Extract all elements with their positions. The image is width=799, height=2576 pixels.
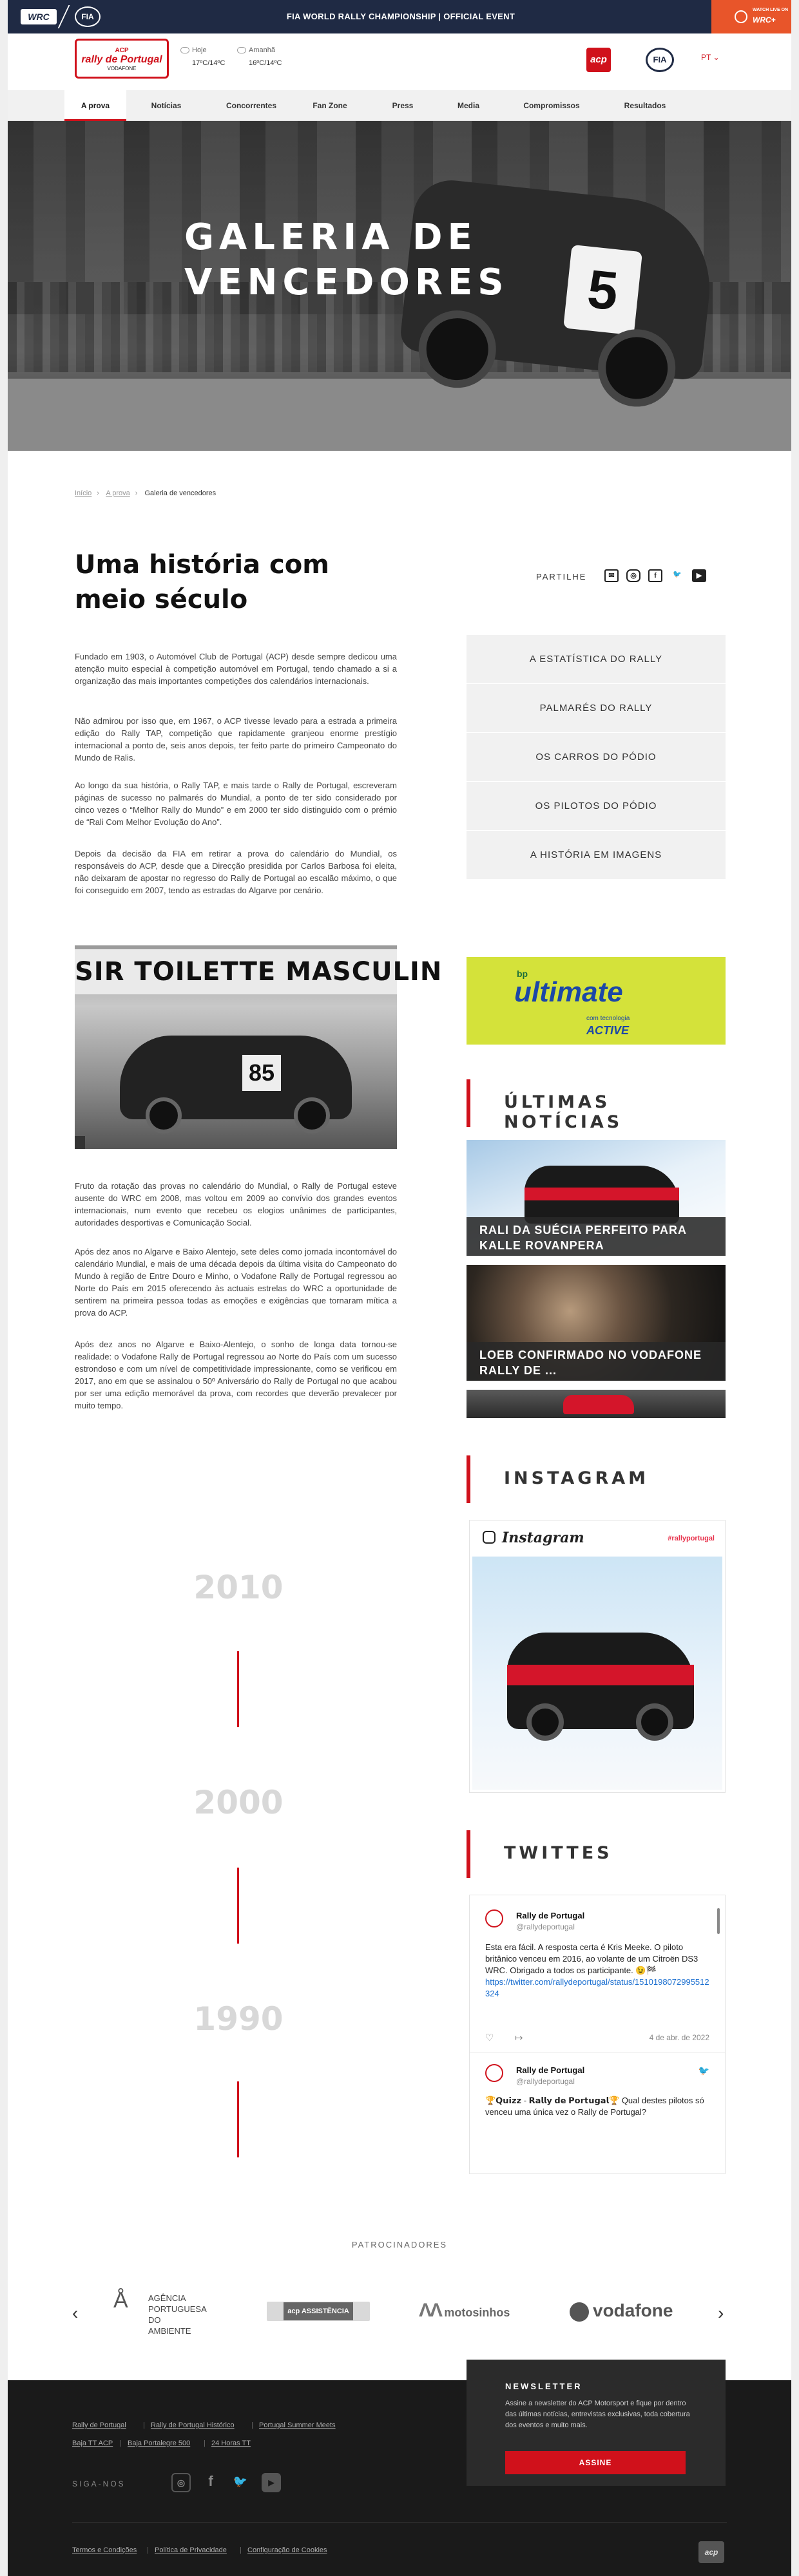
nav-item-noticias[interactable]: Notícias bbox=[151, 101, 182, 110]
footer-separator: | bbox=[120, 2439, 122, 2447]
footer-separator: | bbox=[147, 2546, 149, 2554]
side-menu-item-historia[interactable]: A HISTÓRIA EM IMAGENS bbox=[467, 831, 726, 880]
weather-today-temp: 17ºC/14ºC bbox=[192, 59, 226, 67]
nav-item-concorrentes[interactable]: Concorrentes bbox=[226, 101, 277, 110]
sponsor-vodafone[interactable] bbox=[570, 2293, 686, 2329]
bp-ultimate-ad[interactable] bbox=[467, 957, 726, 1045]
article-paragraph: Fundado em 1903, o Automóvel Club de Portugal (ACP) desde sempre dedicou uma atenção muito especial à competição automóvel em Portugal, tendo chamado a si a organização das mais importantes competições dos calendários internacionais. bbox=[75, 652, 397, 686]
sponsor-acp-assistencia[interactable] bbox=[267, 2302, 370, 2321]
watch-live-button[interactable] bbox=[711, 0, 791, 33]
photo-car bbox=[120, 1036, 352, 1119]
hero-ground bbox=[8, 379, 791, 451]
breadcrumb-separator-icon: › bbox=[97, 489, 99, 497]
news-title: RALI DA SUÉCIA PERFEITO PARA KALLE ROVANPERA bbox=[467, 1217, 726, 1256]
acp-logo[interactable]: acp bbox=[586, 48, 611, 72]
timeline-year[interactable]: 1990 bbox=[193, 2000, 284, 2038]
tweet-handle[interactable]: @rallydeportugal bbox=[516, 1922, 575, 1931]
news-card[interactable] bbox=[467, 1140, 726, 1256]
news-card[interactable] bbox=[467, 1265, 726, 1381]
logo-rally-text: rally de Portugal bbox=[81, 54, 162, 65]
fia-logo[interactable]: FIA bbox=[75, 6, 101, 27]
sponsor-matosinhos[interactable] bbox=[419, 2293, 527, 2329]
footer-legal-link[interactable]: Configuração de Cookies bbox=[247, 2546, 327, 2554]
sponsor-vodafone-text: vodafone bbox=[593, 2300, 673, 2320]
weather-today bbox=[180, 46, 225, 67]
newsletter-title: NEWSLETTER bbox=[505, 2382, 582, 2391]
footer-separator: | bbox=[251, 2421, 253, 2429]
breadcrumb-parent[interactable]: A prova bbox=[106, 489, 130, 497]
instagram-icon bbox=[483, 1531, 496, 1544]
sponsor-apa-text: AGÊNCIA PORTUGUESA DO AMBIENTE bbox=[148, 2293, 207, 2336]
instagram-heading-text: INSTAGRAM bbox=[504, 1468, 650, 1488]
ad-product: ultimate bbox=[514, 976, 623, 1008]
tweet-text bbox=[485, 1942, 711, 2000]
logo-vodafone-text: VODAFONE bbox=[107, 66, 137, 71]
news-image bbox=[467, 1390, 726, 1418]
article-paragraph: Depois da decisão da FIA em retirar a prova do calendário do Mundial, os responsáveis do ACP, desde que a Direcção presidida por Carlos Barbosa foi eleita, não deixaram de apostar no regresso do Rally de Portugal ao escalão máximo, o que foi conseguido em 2007, tendo as estradas do Algarve por cenário. bbox=[75, 849, 397, 895]
photo-car-wheel bbox=[146, 1097, 182, 1133]
ad-brand: bp bbox=[517, 969, 528, 979]
article-photo[interactable] bbox=[75, 945, 443, 1149]
tweet-link[interactable]: https://twitter.com/rallydeportugal/status/1510198072995512324 bbox=[485, 1977, 709, 1998]
tweet-date[interactable]: 4 de abr. de 2022 bbox=[649, 2033, 709, 2042]
news-title: LOEB CONFIRMADO NO VODAFONE RALLY DE ... bbox=[467, 1342, 726, 1381]
share-label: PARTILHE bbox=[536, 572, 587, 582]
photo-badge-icon bbox=[75, 1136, 85, 1149]
article-paragraph: Fruto da rotação das provas no calendário do Mundial, o Rally de Portugal esteve ausente do WRC em 2008, mas voltou em 2009 ao convívio dos grandes eventos internacionais, num evento que recebeu os elogios unânimes de participantes, autoridades desportivas e Comunicação Social. bbox=[75, 1181, 397, 1227]
envelope-icon[interactable]: ✉ bbox=[604, 569, 619, 582]
watch-live-label: WATCH LIVE ON bbox=[753, 8, 789, 12]
news-card[interactable] bbox=[467, 1390, 726, 1418]
twitter-heading bbox=[467, 1830, 726, 1878]
vodafone-logo-icon bbox=[570, 2302, 589, 2322]
tweet-handle[interactable]: @rallydeportugal bbox=[516, 2077, 575, 2086]
timeline-line bbox=[237, 1868, 239, 1944]
tweet-body: Esta era fácil. A resposta certa é Kris Meeke. O piloto britânico venceu em 2016, ao volante de um Citroën DS3 WRC. Obrigado a todos os participante. 😉🏁 bbox=[485, 1942, 698, 1975]
footer-link[interactable]: Rally de Portugal Histórico bbox=[151, 2421, 235, 2429]
instagram-wordmark: Instagram bbox=[502, 1530, 584, 1546]
newsletter-box bbox=[467, 2360, 726, 2486]
photo-sign: SIR TOILETTE MASCULIN bbox=[75, 949, 397, 994]
twitter-icon[interactable]: 🐦 bbox=[233, 2475, 248, 2488]
timeline-line bbox=[237, 2081, 239, 2157]
logo-divider bbox=[58, 5, 70, 28]
rally-portugal-logo[interactable] bbox=[75, 39, 169, 79]
cloud-icon bbox=[237, 47, 246, 53]
footer-divider bbox=[72, 2522, 727, 2523]
avatar[interactable] bbox=[485, 2064, 503, 2082]
footer-acp-logo[interactable]: acp bbox=[698, 2541, 724, 2563]
weather-tomorrow-temp: 16ºC/14ºC bbox=[249, 59, 282, 67]
wrc-plus-label: WRC+ bbox=[753, 15, 776, 24]
follow-label: SIGA-NOS bbox=[72, 2479, 126, 2488]
ad-tagline: com tecnologia bbox=[586, 1015, 630, 1022]
nav-item-fan-zone[interactable]: Fan Zone bbox=[313, 101, 347, 110]
page bbox=[8, 0, 791, 2576]
apa-logo-icon: Å bbox=[113, 2288, 128, 2313]
photo-car-number: 85 bbox=[242, 1055, 281, 1091]
instagram-icon[interactable]: ◎ bbox=[626, 569, 640, 582]
chevron-left-icon[interactable]: ‹ bbox=[72, 2303, 79, 2323]
article-paragraph: Não admirou por isso que, em 1967, o ACP tivesse levado para a estrada a primeira edição do Rally TAP, competição que rapidamente granjeou enorme prestígio internacional a ponto de, seis anos depois, ter feito parte do primeiro Campeonato do Mundo de Ralis. bbox=[75, 716, 397, 762]
share-icon[interactable]: ↦ bbox=[515, 2032, 523, 2043]
footer-link[interactable]: Rally de Portugal bbox=[72, 2421, 126, 2429]
breadcrumb-current: Galeria de vencedores bbox=[144, 489, 217, 497]
top-bar bbox=[8, 0, 791, 33]
hero-car-number: 5 bbox=[563, 245, 642, 336]
hero-title-line2: VENCEDORES bbox=[184, 261, 509, 303]
footer-link[interactable]: Baja TT ACP bbox=[72, 2439, 113, 2447]
nav-item-media[interactable]: Media bbox=[457, 101, 479, 110]
newsletter-subscribe-button[interactable]: ASSINE bbox=[505, 2451, 686, 2474]
chevron-right-icon[interactable]: › bbox=[718, 2303, 724, 2323]
nav-item-compromissos[interactable]: Compromissos bbox=[523, 101, 580, 110]
footer-legal-link[interactable]: Política de Privacidade bbox=[155, 2546, 227, 2554]
instagram-photo[interactable] bbox=[472, 1557, 722, 1790]
hero-title bbox=[184, 215, 509, 305]
side-menu-item-estatistica[interactable]: A ESTATÍSTICA DO RALLY bbox=[467, 635, 726, 684]
sponsor-matosinhos-text: motosinhos bbox=[444, 2306, 510, 2319]
instagram-hashtag[interactable]: #rallyportugal bbox=[668, 1535, 715, 1542]
nav-item-resultados[interactable]: Resultados bbox=[624, 101, 666, 110]
page-title: Uma história com meio século bbox=[75, 550, 329, 614]
footer-link[interactable]: Portugal Summer Meets bbox=[259, 2421, 336, 2429]
avatar[interactable] bbox=[485, 1909, 503, 1927]
news-heading bbox=[467, 1079, 726, 1132]
sponsors-title: PATROCINADORES bbox=[351, 2240, 448, 2249]
photo-car-wheel bbox=[294, 1097, 330, 1133]
tweet-author[interactable]: Rally de Portugal bbox=[516, 1911, 585, 1920]
breadcrumb-separator-icon: › bbox=[135, 489, 138, 497]
twitter-scrollbar[interactable] bbox=[717, 1908, 720, 1934]
twitter-icon[interactable]: 🐦 bbox=[673, 571, 682, 578]
footer-separator: | bbox=[143, 2421, 145, 2429]
heart-icon[interactable]: ♡ bbox=[485, 2032, 494, 2043]
footer-separator: | bbox=[240, 2546, 242, 2554]
side-menu-item-carros[interactable]: OS CARROS DO PÓDIO bbox=[467, 733, 726, 782]
instagram-heading bbox=[467, 1455, 726, 1503]
nav-item-a-prova[interactable]: A prova bbox=[64, 90, 126, 121]
matosinhos-logo-icon: ΛΛ bbox=[419, 2300, 445, 2321]
facebook-icon[interactable]: f bbox=[208, 2473, 213, 2489]
ad-tech: ACTIVE bbox=[586, 1024, 630, 1037]
sponsor-acp-text: acp ASSISTÊNCIA bbox=[284, 2302, 353, 2320]
article-paragraph: Ao longo da sua história, o Rally TAP, e mais tarde o Rally de Portugal, escreveram páginas de sucesso no palmarés do Mundial, a ponto de ter sido considerado por cinco vezes o “Melhor Rally do Mundo” e em 2000 ter sido distinguido com o prémio de “Rali Com Melhor Evolução do Ano”. bbox=[75, 781, 397, 827]
twitter-widget bbox=[469, 1895, 726, 2174]
timeline-year[interactable]: 2010 bbox=[193, 1569, 284, 1606]
weather-tomorrow bbox=[237, 46, 282, 67]
play-icon bbox=[735, 10, 747, 23]
youtube-icon[interactable]: ▶ bbox=[262, 2473, 281, 2492]
wrc-logo[interactable]: WRC bbox=[21, 9, 57, 24]
timeline-year[interactable]: 2000 bbox=[193, 1784, 284, 1821]
nav-item-press[interactable]: Press bbox=[392, 101, 414, 110]
instagram-car bbox=[507, 1633, 694, 1729]
breadcrumb-home[interactable]: Início bbox=[75, 489, 92, 497]
breadcrumb bbox=[75, 489, 221, 497]
tweet-author[interactable]: Rally de Portugal bbox=[516, 2065, 585, 2075]
tweet-divider bbox=[470, 2052, 726, 2053]
sponsor-apa[interactable] bbox=[113, 2288, 207, 2336]
news-heading-text: ÚLTIMAS NOTÍCIAS bbox=[504, 1092, 623, 1132]
tweet-text: 🏆𝗤𝘂𝗶𝘇𝘇 - 𝗥𝗮𝗹𝗹𝘆 𝗱𝗲 𝗣𝗼𝗿𝘁𝘂𝗴𝗮𝗹🏆 Qual destes pilotos só venceu uma única vez o Rally de Portugal? bbox=[485, 2096, 704, 2117]
logo-acp-text: ACP bbox=[115, 47, 129, 54]
side-menu bbox=[467, 635, 726, 880]
side-menu-item-pilotos[interactable]: OS PILOTOS DO PÓDIO bbox=[467, 782, 726, 831]
weather-tomorrow-label: Amanhã bbox=[249, 46, 275, 54]
instagram-widget[interactable] bbox=[469, 1520, 726, 1793]
newsletter-text: Assine a newsletter do ACP Motorsport e fique por dentro das últimas notícias, entrevistas exclusivas, toda cobertura dos eventos e muito mais. bbox=[505, 2400, 690, 2429]
footer-separator: | bbox=[204, 2439, 206, 2447]
news-car bbox=[525, 1166, 679, 1224]
fia-header-logo[interactable]: FIA bbox=[646, 48, 674, 72]
footer-link[interactable]: Baja Portalegre 500 bbox=[128, 2439, 191, 2447]
weather-today-label: Hoje bbox=[192, 46, 207, 54]
youtube-icon[interactable]: ▶ bbox=[692, 569, 706, 582]
twitter-bird-icon[interactable]: 🐦 bbox=[698, 2065, 709, 2076]
twitter-heading-text: TWITTES bbox=[504, 1843, 613, 1863]
cloud-icon bbox=[180, 47, 189, 53]
instagram-icon[interactable]: ◎ bbox=[171, 2473, 191, 2492]
side-menu-item-palmares[interactable]: PALMARÉS DO RALLY bbox=[467, 684, 726, 733]
hero-title-line1: GALERIA DE bbox=[184, 216, 477, 258]
site-header bbox=[8, 33, 791, 90]
footer-link[interactable]: 24 Horas TT bbox=[211, 2439, 251, 2447]
footer-legal-link[interactable]: Termos e Condições bbox=[72, 2546, 137, 2554]
facebook-icon[interactable]: f bbox=[648, 569, 662, 582]
language-selector[interactable]: PT ⌄ bbox=[701, 53, 720, 62]
article-paragraph: Após dez anos no Algarve e Baixo-Alentejo, o sonho de longa data tornou-se realidade: o Vodafone Rally de Portugal regressou ao Norte do País com um sucesso estrondoso e com um nível de competitividade impressionante, como se verificou em 2017, ano em que se assinalou o 50º Aniversário do Rally de Portugal no que acabou por ser uma edição memorável da prova, com recordes que deverão prevalecer por muito tempo. bbox=[75, 1340, 397, 1410]
timeline-line bbox=[237, 1651, 239, 1727]
top-bar-title: FIA WORLD RALLY CHAMPIONSHIP | OFFICIAL EVENT bbox=[286, 12, 515, 21]
article-paragraph: Após dez anos no Algarve e Baixo Alentejo, sete deles como jornada incontornável do calendário Mundial, e mais de uma década depois da última visita do Campeonato do Mundo à região de Entre Douro e Minho, o Vodafone Rally de Portugal regressou ao Norte do País em 2015 oferecendo às actuais estrelas do WRC a oportunidade de sentirem na primeira pessoa todas as emoções e exigências que tornaram mítica a prova do ACP. bbox=[75, 1247, 397, 1318]
main-nav bbox=[8, 90, 791, 121]
